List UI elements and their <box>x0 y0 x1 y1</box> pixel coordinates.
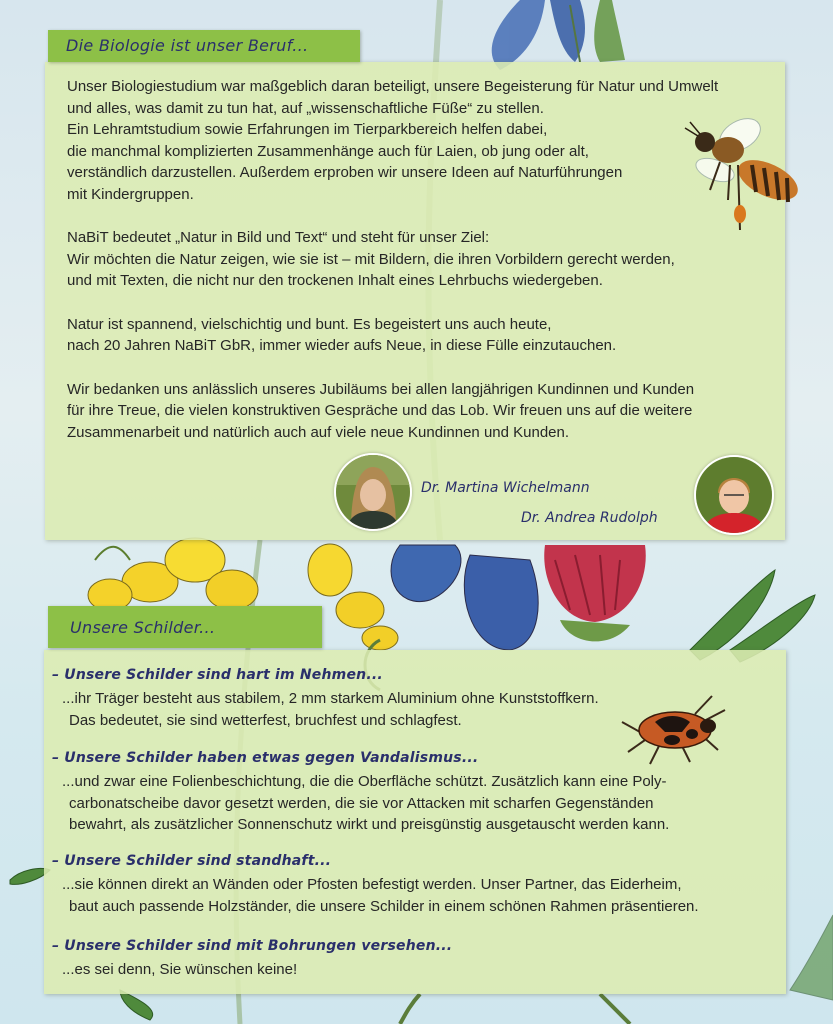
text-line: Wir möchten die Natur zeigen, wie sie ist – mit Bildern, die ihren Vorbildern gerecht werden, <box>67 250 675 268</box>
text-line: verständlich darzustellen. Außerdem erproben wir unsere Ideen auf Naturführungen <box>67 164 623 181</box>
paragraph-thanks <box>67 379 767 444</box>
text-line: Ein Lehramtstudium sowie Erfahrungen im Tierparkbereich helfen dabei, <box>67 121 548 138</box>
portrait-photo-2 <box>696 457 772 533</box>
text-line: die manchmal komplizierten Zusammenhänge auch für Laien, ob jung oder alt, <box>67 142 589 160</box>
about-us-text <box>67 76 767 443</box>
text-line: bewahrt, als zusätzlicher Sonnenschutz wirkt und preisgünstig ausgetauscht werden kann. <box>69 816 670 833</box>
signature-martina-wichelmann: Dr. Martina Wichelmann <box>421 480 590 496</box>
signs-item-heading: – Unsere Schilder sind standhaft... <box>52 853 332 869</box>
text-line: ...ihr Träger besteht aus stabilem, 2 mm starkem Aluminium ohne Kunststoffkern. <box>62 690 599 707</box>
signs-item-heading: – Unsere Schilder sind mit Bohrungen versehen... <box>52 938 453 954</box>
signs-tab-title: Unsere Schilder... <box>48 606 322 648</box>
text-line: und mit Texten, die nicht nur den trockenen Inhalt eines Lehrbuchs wiedergeben. <box>67 272 603 289</box>
signs-item-heading: – Unsere Schilder haben etwas gegen Vandalismus... <box>52 750 479 766</box>
text-line: nach 20 Jahren NaBiT GbR, immer wieder aufs Neue, in diese Fülle einzutauchen. <box>67 337 617 354</box>
signs-item-heading: – Unsere Schilder sind hart im Nehmen... <box>52 667 383 683</box>
about-us-tab-title: Die Biologie ist unser Beruf... <box>48 30 360 62</box>
text-line: Natur ist spannend, vielschichtig und bunt. Es begeistert uns auch heute, <box>67 315 552 333</box>
signs-item-steadfast <box>52 853 782 917</box>
text-line: Wir bedanken uns anlässlich unseres Jubiläums bei allen langjährigen Kundinnen und Kunden <box>67 380 695 398</box>
signs-item-body <box>62 771 782 836</box>
text-line: für ihre Treue, die vielen konstruktiven Gespräche und das Lob. Wir freuen uns auf die weitere <box>67 402 693 419</box>
text-line: und alles, was damit zu tun hat, auf „wissenschaftliche Füße“ zu stellen. <box>67 99 544 117</box>
paragraph-study <box>67 76 767 205</box>
paragraph-nature <box>67 314 767 357</box>
text-line: ...es sei denn, Sie wünschen keine! <box>62 961 298 978</box>
signs-item-durable <box>52 667 782 731</box>
signs-item-body <box>62 874 782 917</box>
paragraph-nabit-meaning <box>67 227 767 292</box>
text-line: Zusammenarbeit und natürlich auch auf viele neue Kundinnen und Kunden. <box>67 423 570 441</box>
signs-item-vandalism <box>52 750 782 836</box>
text-line: baut auch passende Holzständer, die unsere Schilder in einem schönen Rahmen präsentieren. <box>69 897 699 915</box>
text-line: ...und zwar eine Folienbeschichtung, die die Oberfläche schützt. Zusätzlich kann eine Poly- <box>62 773 667 790</box>
portrait-martina-wichelmann <box>334 453 412 531</box>
text-line: Unser Biologiestudium war maßgeblich daran beteiligt, unsere Begeisterung für Natur und Umwelt <box>67 78 719 95</box>
portrait-photo-1 <box>336 455 410 529</box>
signs-item-body <box>62 688 782 731</box>
text-line: carbonatscheibe davor gesetzt werden, die sie vor Attacken mit scharfen Gegenständen <box>69 794 654 812</box>
signature-andrea-rudolph: Dr. Andrea Rudolph <box>521 510 658 526</box>
signs-item-body <box>62 959 782 981</box>
signs-item-drill-holes <box>52 938 782 981</box>
text-line: ...sie können direkt an Wänden oder Pfosten befestigt werden. Unser Partner, das Eiderheim, <box>62 876 682 893</box>
text-line: NaBiT bedeutet „Natur in Bild und Text“ und steht für unser Ziel: <box>67 229 490 246</box>
text-line: mit Kindergruppen. <box>67 185 194 203</box>
portrait-andrea-rudolph <box>694 455 774 535</box>
text-line: Das bedeutet, sie sind wetterfest, bruchfest und schlagfest. <box>69 711 462 729</box>
bee-illustration <box>680 110 805 250</box>
